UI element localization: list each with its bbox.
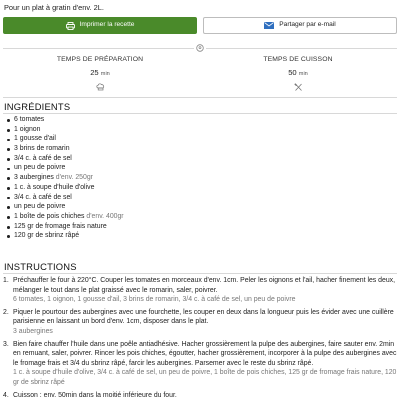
print-recipe-label: Imprimer la recette — [79, 21, 135, 29]
print-recipe-button[interactable] — [3, 17, 197, 34]
ingredients-heading: INGRÉDIENTS — [4, 101, 71, 112]
prep-time-value — [0, 68, 200, 78]
list-item: 1 gousse d'ail — [6, 135, 124, 145]
list-item: 120 gr de sbrinz râpé — [6, 232, 124, 242]
list-item: 3/4 c. à café de sel — [6, 155, 124, 165]
cook-time-label: TEMPS DE CUISSON — [263, 56, 333, 63]
step-text: Préchauffer le four à 220°C. Couper les tomates en morceaux d'env. 1cm. Peler les oignons et l'ail, hacher finement les deux, mélanger le tout dans le plat graissé avec le romarin, saler, poivrer. — [13, 277, 396, 294]
step-ingredients: 3 aubergines — [13, 327, 53, 335]
list-item: un peu de poivre — [6, 164, 124, 174]
list-item: 3 brins de romarin — [6, 145, 124, 155]
instruction-step — [3, 308, 397, 337]
prep-time — [0, 56, 200, 78]
cook-time-number: 50 — [288, 67, 297, 77]
step-ingredients: 6 tomates, 1 oignon, 1 gousse d'ail, 3 brins de romarin, 3/4 c. à café de sel, un peu de poivre — [13, 296, 296, 304]
ingredients-underline — [3, 113, 397, 114]
list-item: 125 gr de fromage frais nature — [6, 223, 124, 233]
step-number: 1. — [3, 277, 9, 284]
prep-time-number: 25 — [90, 67, 99, 77]
instructions-underline — [3, 273, 397, 274]
clock-icon — [194, 43, 206, 53]
instruction-step — [3, 340, 397, 388]
list-item: 1 c. à soupe d'huile d'olive — [6, 184, 124, 194]
recipe-yield: Pour un plat à gratin d'env. 2L. — [4, 3, 104, 12]
printer-icon — [66, 22, 75, 30]
share-email-button[interactable] — [203, 17, 397, 34]
list-item: 6 tomates — [6, 116, 124, 126]
prep-time-unit: min — [100, 70, 110, 77]
list-item: un peu de poivre — [6, 203, 124, 213]
utensils-icon — [292, 82, 304, 92]
cook-time-value — [198, 68, 398, 78]
step-number: 3. — [3, 340, 9, 348]
list-item: 1 oignon — [6, 126, 124, 136]
cook-time-unit: min — [298, 70, 308, 77]
time-divider-bottom — [3, 97, 397, 98]
list-item: 3/4 c. à café de sel — [6, 194, 124, 204]
chef-hat-icon — [94, 82, 106, 92]
step-ingredients: 1 c. à soupe d'huile d'olive, 3/4 c. à café de sel, un peu de poivre, 1 boîte de pois chiches, 125 gr de fromage frais nature, 120 gr de sbrinz râpé — [13, 369, 397, 386]
instruction-step — [3, 276, 397, 305]
share-email-label: Partager par e-mail — [279, 21, 336, 29]
step-number: 4. — [3, 391, 9, 399]
list-item: 1 boîte de pois chiches d'env. 400gr — [6, 213, 124, 223]
instructions-list — [3, 276, 397, 403]
step-text: Bien faire chauffer l'huile dans une poêle antiadhésive. Hacher grossièrement la pulpe des aubergines, faire sauter env. 2min en remuant, saler, poivrer. Rincer les pois chiches, égoutter, hacher grossièrement, incorporer à la pulpe des aubergines avec le fromage frais et 3/4 du sbrinz râpé, farcir les aubergines. Parsemer avec le reste du sbrinz râpé. — [13, 340, 397, 367]
step-text: Cuisson : env. 50min dans la moitié inférieure du four. — [13, 391, 177, 399]
instructions-heading: INSTRUCTIONS — [4, 261, 77, 272]
instruction-step — [3, 391, 397, 401]
prep-time-label: TEMPS DE PRÉPARATION — [56, 56, 144, 63]
envelope-icon — [264, 22, 274, 29]
cook-time — [198, 56, 398, 78]
step-number: 2. — [3, 308, 9, 316]
ingredients-list — [6, 116, 124, 242]
step-text: Piquer le pourtour des aubergines avec une fourchette, les couper en deux dans la longueur puis les évider avec une cuillère parisienne en laissant un bord d'env. 1cm, disposer dans le plat. — [13, 308, 394, 326]
list-item: 3 aubergines d'env. 250gr — [6, 174, 124, 184]
